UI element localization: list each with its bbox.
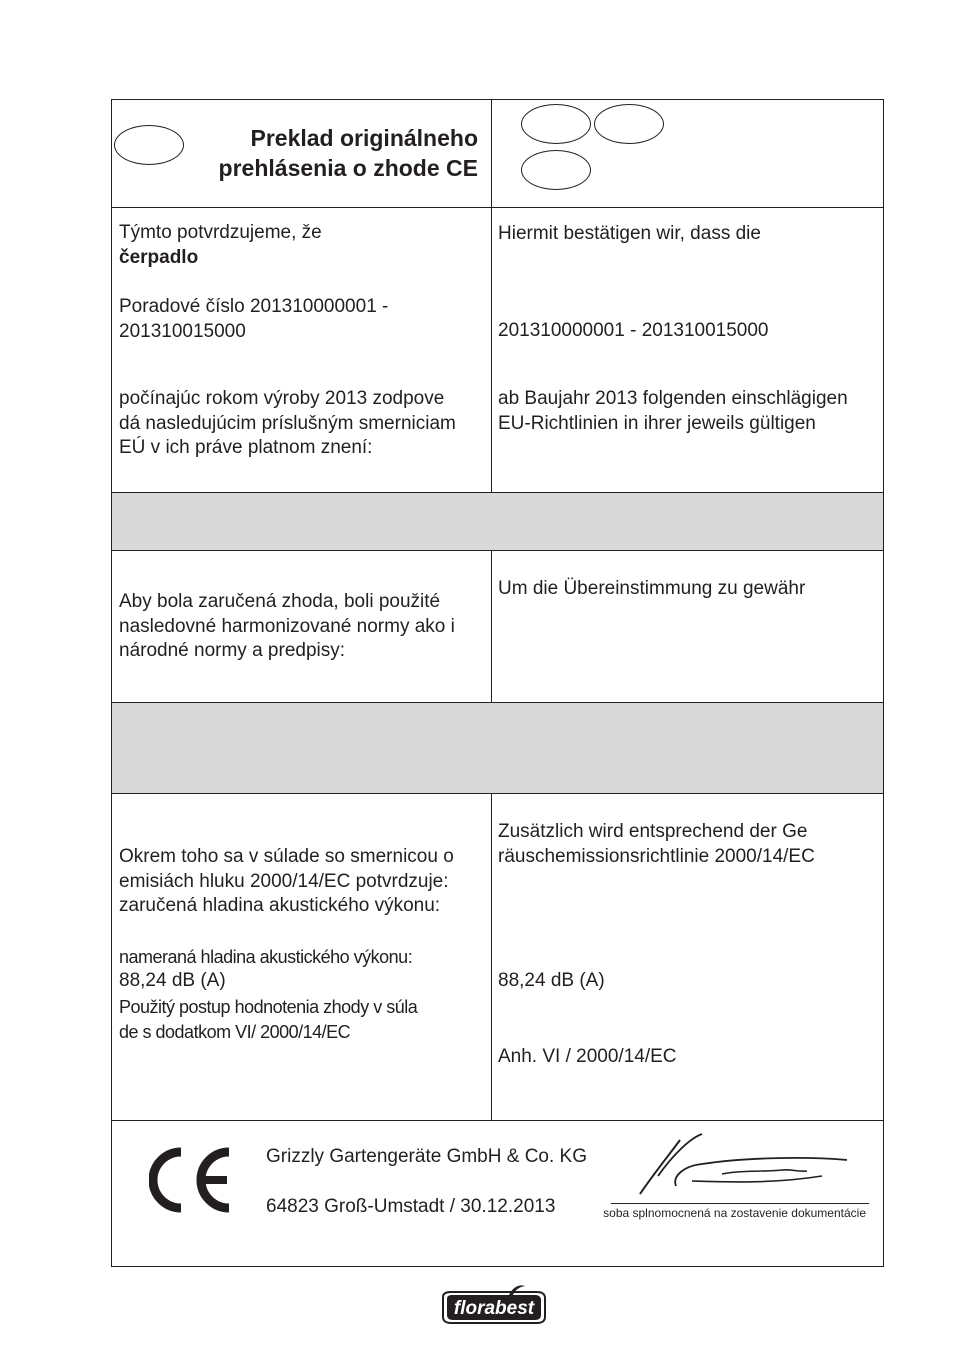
language-oval-1: [521, 104, 591, 144]
signature-line: [611, 1203, 869, 1204]
place-date: 64823 Groß-Umstadt / 30.12.2013: [266, 1196, 556, 1217]
logo-text: florabest: [453, 1298, 535, 1319]
directive-text-sk: počínajúc rokom výroby 2013 zodpove dá nasledujúcim príslušným smerniciam EÚ v ich práve platnom znení:: [119, 388, 456, 458]
measured-level-sk: nameraná hladina akustického výkonu:: [119, 947, 413, 967]
directive-text-de: ab Baujahr 2013 folgenden einschlägigen EU-Richtlinien in ihrer jeweils gültigen: [498, 388, 848, 434]
intro-text-de: Hiermit bestätigen wir, dass die: [498, 223, 761, 244]
serial-text-de: 201310000001 - 201310015000: [498, 320, 769, 341]
page-title: Preklad originálneho prehlásenia o zhode CE: [218, 125, 478, 181]
row-divider: [112, 1120, 883, 1121]
standards-text-de: Um die Übereinstimmung zu gewähr: [498, 578, 806, 599]
row-divider: [112, 702, 883, 703]
noise-text-sk: Okrem toho sa v súlade so smernicou o emisiách hluku 2000/14/EC potvrdzuje: zaručená hladina akustického výkonu:: [119, 846, 454, 916]
row-divider: [112, 207, 883, 208]
column-divider: [491, 793, 492, 1120]
language-oval-2: [594, 104, 664, 144]
ce-mark-icon: [149, 1146, 235, 1214]
directive-band: [112, 492, 883, 550]
procedure-text-sk: Použitý postup hodnotenia zhody v súla de s dodatkom VI/ 2000/14/EC: [119, 997, 418, 1042]
language-oval-left: [114, 125, 184, 165]
standards-band: [112, 702, 883, 793]
florabest-logo: [439, 1283, 549, 1332]
serial-text-sk: Poradové číslo 201310000001 - 201310015000: [119, 296, 389, 342]
noise-text-de: Zusätzlich wird entsprechend der Ge räuschemissionsrichtlinie 2000/14/EC: [498, 821, 815, 867]
column-divider: [491, 550, 492, 702]
row-divider: [112, 550, 883, 551]
column-divider: [491, 100, 492, 492]
product-name-sk: čerpadlo: [119, 247, 199, 268]
signature-icon: [632, 1126, 872, 1202]
row-divider: [112, 492, 883, 493]
db-value-sk: 88,24 dB (A): [119, 970, 226, 991]
company-name: Grizzly Gartengeräte GmbH & Co. KG: [266, 1146, 587, 1167]
intro-text-sk: Týmto potvrdzujeme, že: [119, 222, 322, 243]
row-divider: [112, 793, 883, 794]
language-oval-3: [521, 150, 591, 190]
standards-text-sk: Aby bola zaručená zhoda, boli použité nasledovné harmonizované normy ako i národné normy a predpisy:: [119, 591, 455, 661]
florabest-logo-icon: [439, 1283, 549, 1327]
declaration-table: [111, 99, 884, 1267]
signature-caption: soba splnomocnená na zostavenie dokumentácie: [603, 1206, 866, 1220]
annex-text-de: Anh. VI / 2000/14/EC: [498, 1046, 677, 1067]
db-value-de: 88,24 dB (A): [498, 970, 605, 991]
